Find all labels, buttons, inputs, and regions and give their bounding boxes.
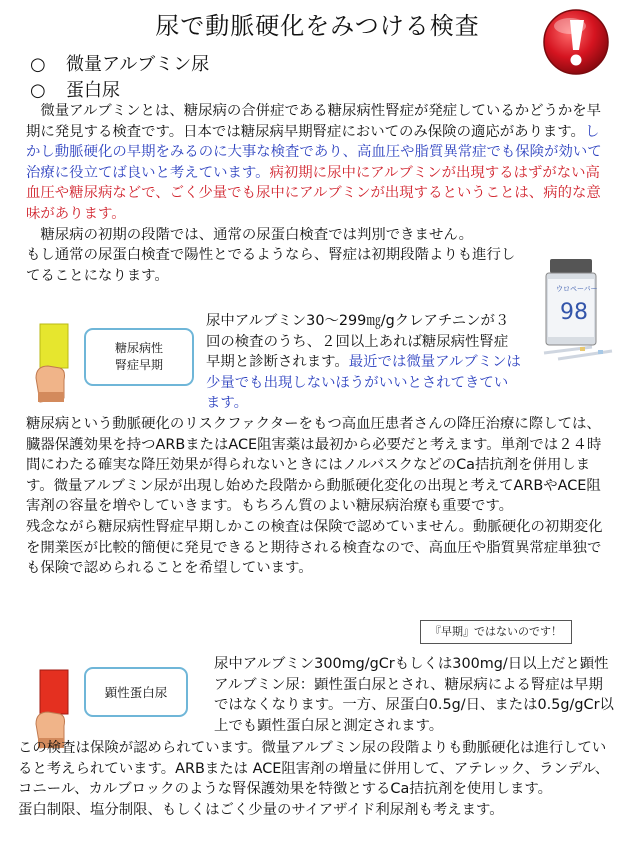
section2-criteria-text: 尿中アルブミン300mg/gCrもしくは300mg/日以上だと顕性アルブミン尿：顕性蛋白尿とされ、糖尿病による腎症は早期ではなくなります。一方、尿蛋白0.5g/日、または0.5g/gCr以上でも顕性蛋白尿と測定されます。 xyxy=(214,656,614,734)
section1-body: 糖尿病という動脈硬化のリスクファクターをもつ高血圧患者さんの降圧治療に際しては、臓器保護効果を持つARBまたはACE阻害薬は最初から必要だと考えます。単剤では２４時間にわたる確実な降圧効果が得られないときにはノルバスクなどのCa拮抗剤を併用します。微量アルブミン尿が出現し始めた段階から動脈硬化変化の出現と考えてARBやACE阻害剤の容量を増やしていきます。もちろん質のよい糖尿病治療も重要です。 残念ながら糖尿病性腎症早期しかこの検査は保険で認めていません。動脈硬化の初期変化を開業医が比較的簡便に発見できると期待される検査なので、高血圧や脂質異常症単独でも保険で認められることを希望しています。 xyxy=(26,416,603,577)
page-title: 尿で動脈硬化をみつける検査 xyxy=(155,12,480,40)
bullet-item: ○ 微量アルブミン尿 xyxy=(30,54,210,75)
yellow-card-hand-icon xyxy=(34,322,84,404)
section2-body: この検査は保険が認められています。微量アルブミン尿の段階よりも動脈硬化は進行していると考えられています。ARBまたは ACE阻害剤の増量に併用して、アテレック、ランデル、コニール、カルブロックのような腎保護効果を特徴とするCa拮抗剤を使用します。 蛋白制限、塩分制限、もしくはごく少量のサイアザイド利尿剤も考えます。 xyxy=(18,740,610,818)
section1-criteria-text: 尿中アルブミン30〜299㎎/gクレアチニンが３回の検査のうち、２回以上あれば糖尿病性腎症早期と診断されます。最近では微量アルブミンは少量でも出現しないほうがいいとされてきています。 xyxy=(206,313,521,412)
exclamation-alert-icon xyxy=(540,6,612,78)
svg-text:98: 98 xyxy=(560,300,588,325)
overt-proteinuria-badge: 顕性蛋白尿 xyxy=(84,667,188,717)
test-strip-bottle-icon xyxy=(536,255,618,367)
not-early-callout: 『早期』ではないのです！ xyxy=(420,620,572,644)
diabetic-nephropathy-early-badge: 糖尿病性 腎症早期 xyxy=(84,328,194,386)
svg-text:ウロペーパー: ウロペーパー xyxy=(556,285,598,293)
intro-text: 微量アルブミンとは、糖尿病の合併症である糖尿病性腎症が発症しているかどうかを早期に発見する検査です。日本では糖尿病早期腎症においてのみ保険の適応があります。しかし動脈硬化の早期をみるのに大事な検査であり、高血圧や脂質異常症でも保険が効いて治療に役立てば良いと考えています。病初期に尿中にアルブミンが出現するはずがない高血圧や糖尿病などで、ごく少量でも尿中にアルブミンが出現するということは、病的な意味があります。 糖尿病の初期の段階では、通常の尿蛋白検査では判別できません。 もし通常の尿蛋白検査で陽性とでるようなら、腎症は初期段階よりも進行してることになります。 xyxy=(26,103,602,284)
bullet-item: ○ 蛋白尿 xyxy=(30,80,120,101)
